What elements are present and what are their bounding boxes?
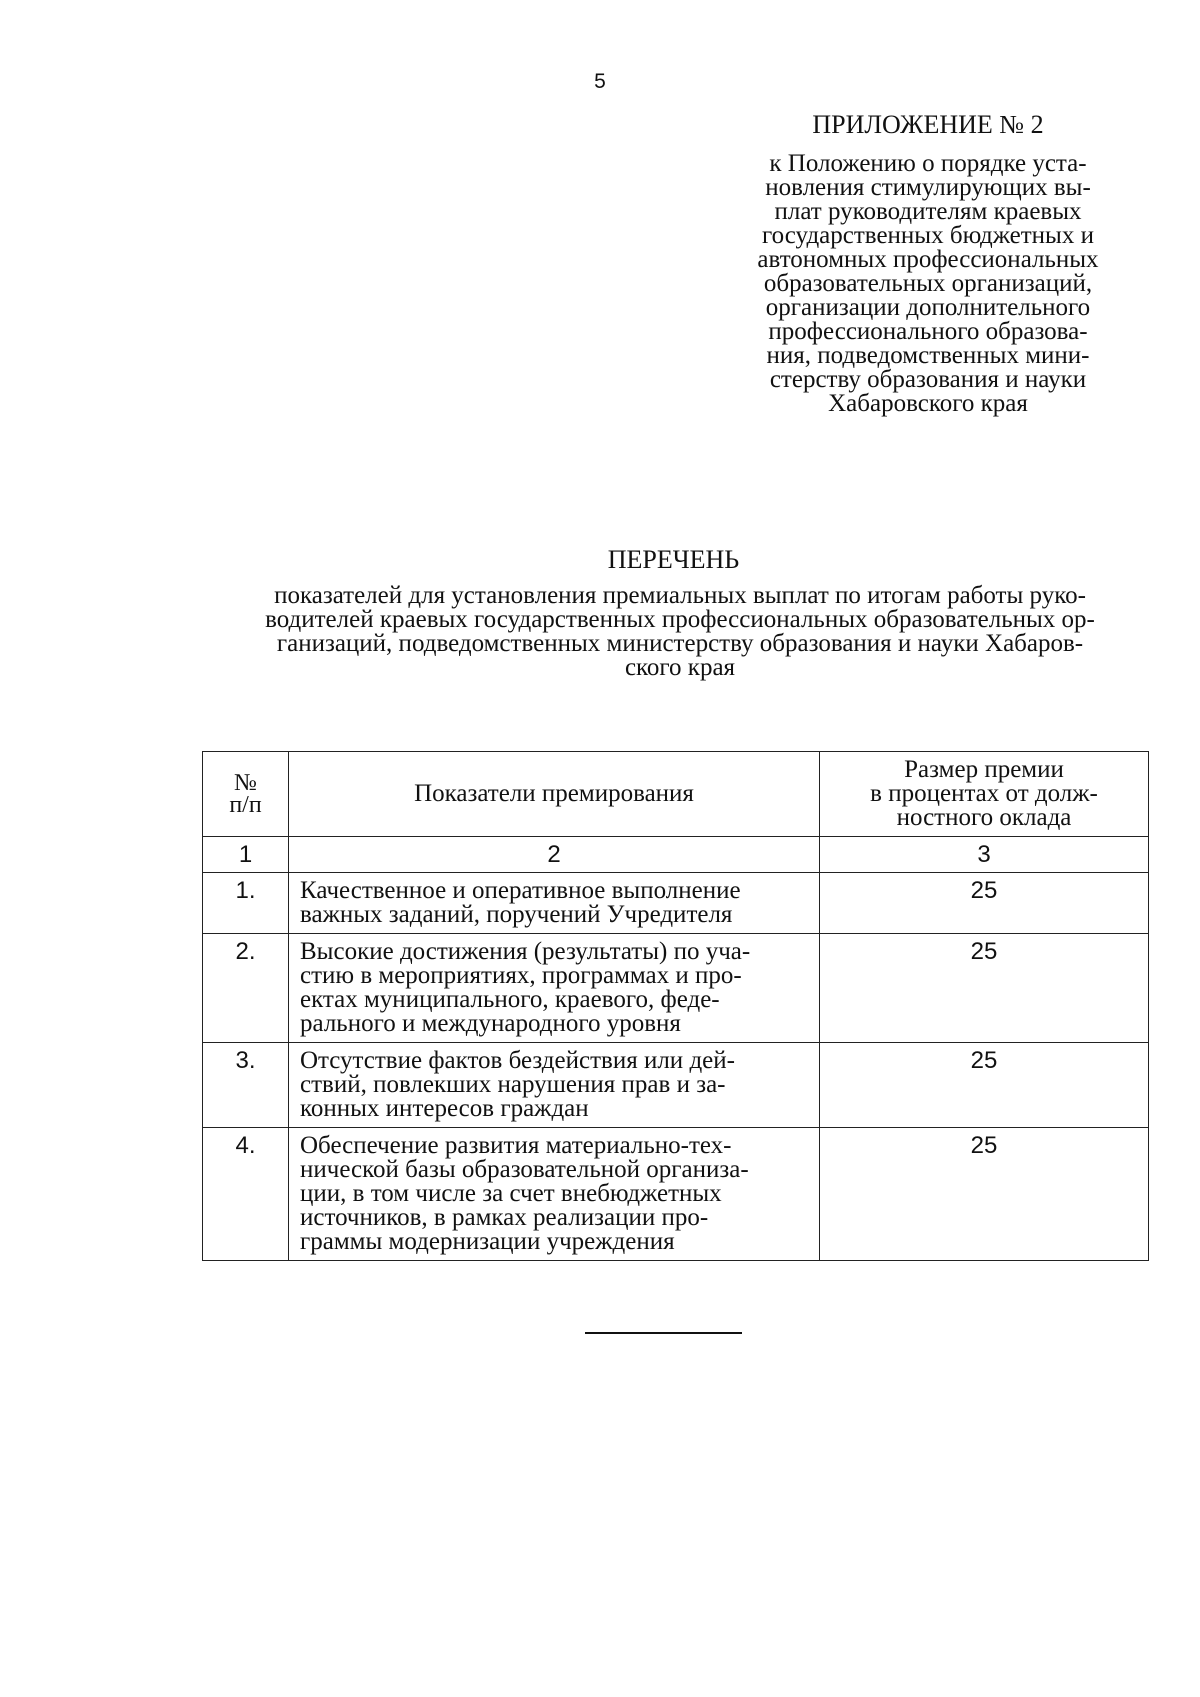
table-header-row (203, 752, 1149, 837)
row-indicator-text: Высокие достижения (результаты) по уча- стию в мероприятиях, программах и про- ектах муниципального, краевого, феде- рального и международного уровня (289, 934, 820, 1043)
row-bonus-value: 25 (820, 1043, 1149, 1128)
row-indicator-text: Качественное и оперативное выполнение важных заданий, поручений Учредителя (289, 873, 820, 934)
document-title: ПЕРЕЧЕНЬ (607, 545, 740, 574)
column-number: 3 (820, 837, 1149, 873)
header-num-label: № п/п (229, 769, 262, 818)
row-indicator-text: Обеспечение развития материально-тех- нической базы образовательной организа- ции, в том числе за счет внебюджетных источников, в рамках реализации про- граммы модернизации учреждения (289, 1128, 820, 1261)
row-bonus-value: 25 (820, 1128, 1149, 1261)
table-row (203, 934, 1149, 1043)
header-bonus-label: Размер премии в процентах от долж- ностного оклада (870, 756, 1098, 831)
row-number: 2. (203, 934, 289, 1043)
appendix-block (748, 110, 1108, 416)
column-numbers-row (203, 837, 1149, 873)
header-num (203, 752, 289, 837)
table-row (203, 873, 1149, 934)
row-number: 4. (203, 1128, 289, 1261)
row-bonus-value: 25 (820, 934, 1149, 1043)
header-indicator: Показатели премирования (289, 752, 820, 837)
row-indicator-text: Отсутствие фактов бездействия или дей- ствий, повлекших нарушения прав и за- конных интересов граждан (289, 1043, 820, 1128)
indicators-table (202, 751, 1149, 1261)
end-of-document-rule (585, 1332, 742, 1334)
table-row (203, 1128, 1149, 1261)
row-bonus-value: 25 (820, 873, 1149, 934)
appendix-title: ПРИЛОЖЕНИЕ № 2 (812, 110, 1044, 139)
page-number: 5 (594, 70, 606, 93)
row-number: 3. (203, 1043, 289, 1128)
row-number: 1. (203, 873, 289, 934)
header-bonus (820, 752, 1149, 837)
column-number: 2 (289, 837, 820, 873)
appendix-body: к Положению о порядке уста- новления стимулирующих вы- плат руководителям краевых государственных бюджетных и автономных профессиональных образовательных организаций, организации дополнительного профессионального образова- ния, подведомственных мини- стерству образования и науки Хабаровского края (757, 150, 1099, 417)
table-row (203, 1043, 1149, 1128)
document-subtitle: показателей для установления премиальных выплат по итогам работы руко- водителей краевых государственных профессиональных образовательных ор- ганизаций, подведомственных министерству образования и науки Хабаров- ского края (265, 582, 1095, 681)
column-number: 1 (203, 837, 289, 873)
